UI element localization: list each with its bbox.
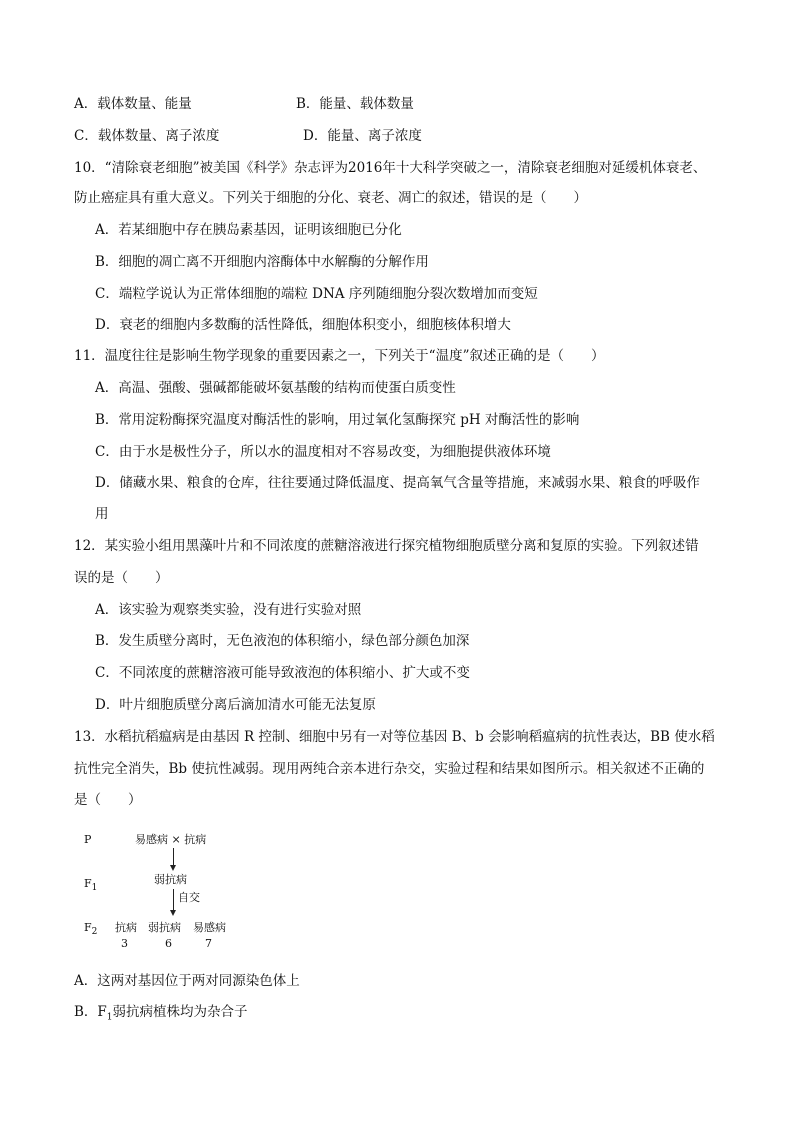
q10-option-a: A．若某细胞中存在胰岛素基因，证明该细胞已分化 (95, 222, 402, 238)
f2-type-weak-resistant: 弱抗病 (148, 921, 181, 934)
self-cross-label: 自交 (178, 891, 200, 904)
q10-option-c: C．端粒学说认为正常体细胞的端粒 DNA 序列随细胞分裂次数增加而变短 (95, 286, 538, 302)
f2-type-susceptible: 易感病 (193, 921, 226, 934)
arrow-f1-to-f2-line (173, 889, 174, 911)
f1-phenotype: 弱抗病 (154, 873, 187, 886)
f2-type-resistant: 抗病 (115, 921, 137, 934)
q13-option-b-subscript: 1 (106, 1012, 113, 1023)
q10-stem-line2: 防止癌症具有重大意义。下列关于细胞的分化、衰老、凋亡的叙述，错误的是（ ） (74, 190, 587, 206)
q13-option-b (74, 1003, 248, 1027)
q9-option-b: B．能量、载体数量 (296, 96, 414, 112)
f2-subscript: 2 (91, 927, 98, 938)
q11-option-c: C．由于水是极性分子，所以水的温度相对不容易改变，为细胞提供液体环境 (95, 444, 551, 460)
q13-stem-line1: 13．水稻抗稻瘟病是由基因 R 控制、细胞中另有一对等位基因 B、b 会影响稻瘟病的抗性表达，BB 使水稻 (74, 729, 715, 745)
f2-ratio-resistant: 3 (121, 937, 128, 950)
q13-stem-line3: 是（ ） (74, 792, 142, 808)
f1-subscript: 1 (91, 883, 98, 894)
q12-stem-line2: 误的是（ ） (74, 570, 169, 586)
arrow-p-to-f1-line (173, 848, 174, 866)
q11-stem: 11．温度往往是影响生物学现象的重要因素之一，下列关于“温度”叙述正确的是（ ） (74, 348, 605, 364)
q11-option-b: B．常用淀粉酶探究温度对酶活性的影响，用过氧化氢酶探究 pH 对酶活性的影响 (95, 412, 580, 428)
q11-option-a: A．高温、强酸、强碱都能破坏氨基酸的结构而使蛋白质变性 (95, 380, 456, 396)
parental-cross: 易感病 × 抗病 (135, 833, 207, 846)
genetic-cross-diagram (80, 825, 280, 955)
q10-option-b: B．细胞的凋亡离不开细胞内溶酶体中水解酶的分解作用 (95, 254, 429, 270)
q9-option-d: D．能量、离子浓度 (303, 128, 422, 144)
q13-stem-line2: 抗性完全消失，Bb 使抗性减弱。现用两纯合亲本进行杂交，实验过程和结果如图所示。相关叙述不正确的 (74, 761, 705, 777)
f1-letter: F (84, 877, 92, 890)
q10-stem-line1: 10．“清除衰老细胞”被美国《科学》杂志评为2016年十大科学突破之一，清除衰老细胞对延缓机体衰老、 (74, 160, 707, 176)
q10-option-d: D．衰老的细胞内多数酶的活性降低，细胞体积变小，细胞核体积增大 (95, 317, 511, 333)
q9-option-c: C．载体数量、离子浓度 (74, 128, 220, 144)
f2-generation-label (84, 921, 97, 939)
q11-option-d-line2: 用 (95, 506, 109, 522)
q12-option-d: D．叶片细胞质壁分离后滴加清水可能无法复原 (95, 697, 376, 713)
q11-option-d-line1: D．储藏水果、粮食的仓库，往往要通过降低温度、提高氧气含量等措施，来减弱水果、粮食的呼吸作 (95, 475, 700, 491)
q9-option-a: A．载体数量、能量 (74, 96, 192, 112)
f2-letter: F (84, 921, 92, 934)
q13-option-b-prefix: B．F (74, 1004, 107, 1020)
q12-option-b: B．发生质壁分离时，无色液泡的体积缩小，绿色部分颜色加深 (95, 633, 470, 649)
q12-option-a: A．该实验为观察类实验，没有进行实验对照 (95, 602, 362, 618)
f1-generation-label (84, 877, 97, 895)
p-generation-label: P (84, 833, 92, 846)
q12-stem-line1: 12．某实验小组用黑藻叶片和不同浓度的蔗糖溶液进行探究植物细胞质壁分离和复原的实验。下列叙述错 (74, 538, 699, 554)
arrow-p-to-f1-head (170, 865, 176, 871)
q13-option-a: A．这两对基因位于两对同源染色体上 (74, 973, 300, 989)
q12-option-c: C．不同浓度的蔗糖溶液可能导致液泡的体积缩小、扩大或不变 (95, 665, 470, 681)
f2-ratio-susceptible: 7 (205, 937, 212, 950)
f2-ratio-weak-resistant: 6 (165, 937, 172, 950)
arrow-f1-to-f2-head (170, 910, 176, 916)
q13-option-b-rest: 弱抗病植株均为杂合子 (112, 1004, 248, 1020)
